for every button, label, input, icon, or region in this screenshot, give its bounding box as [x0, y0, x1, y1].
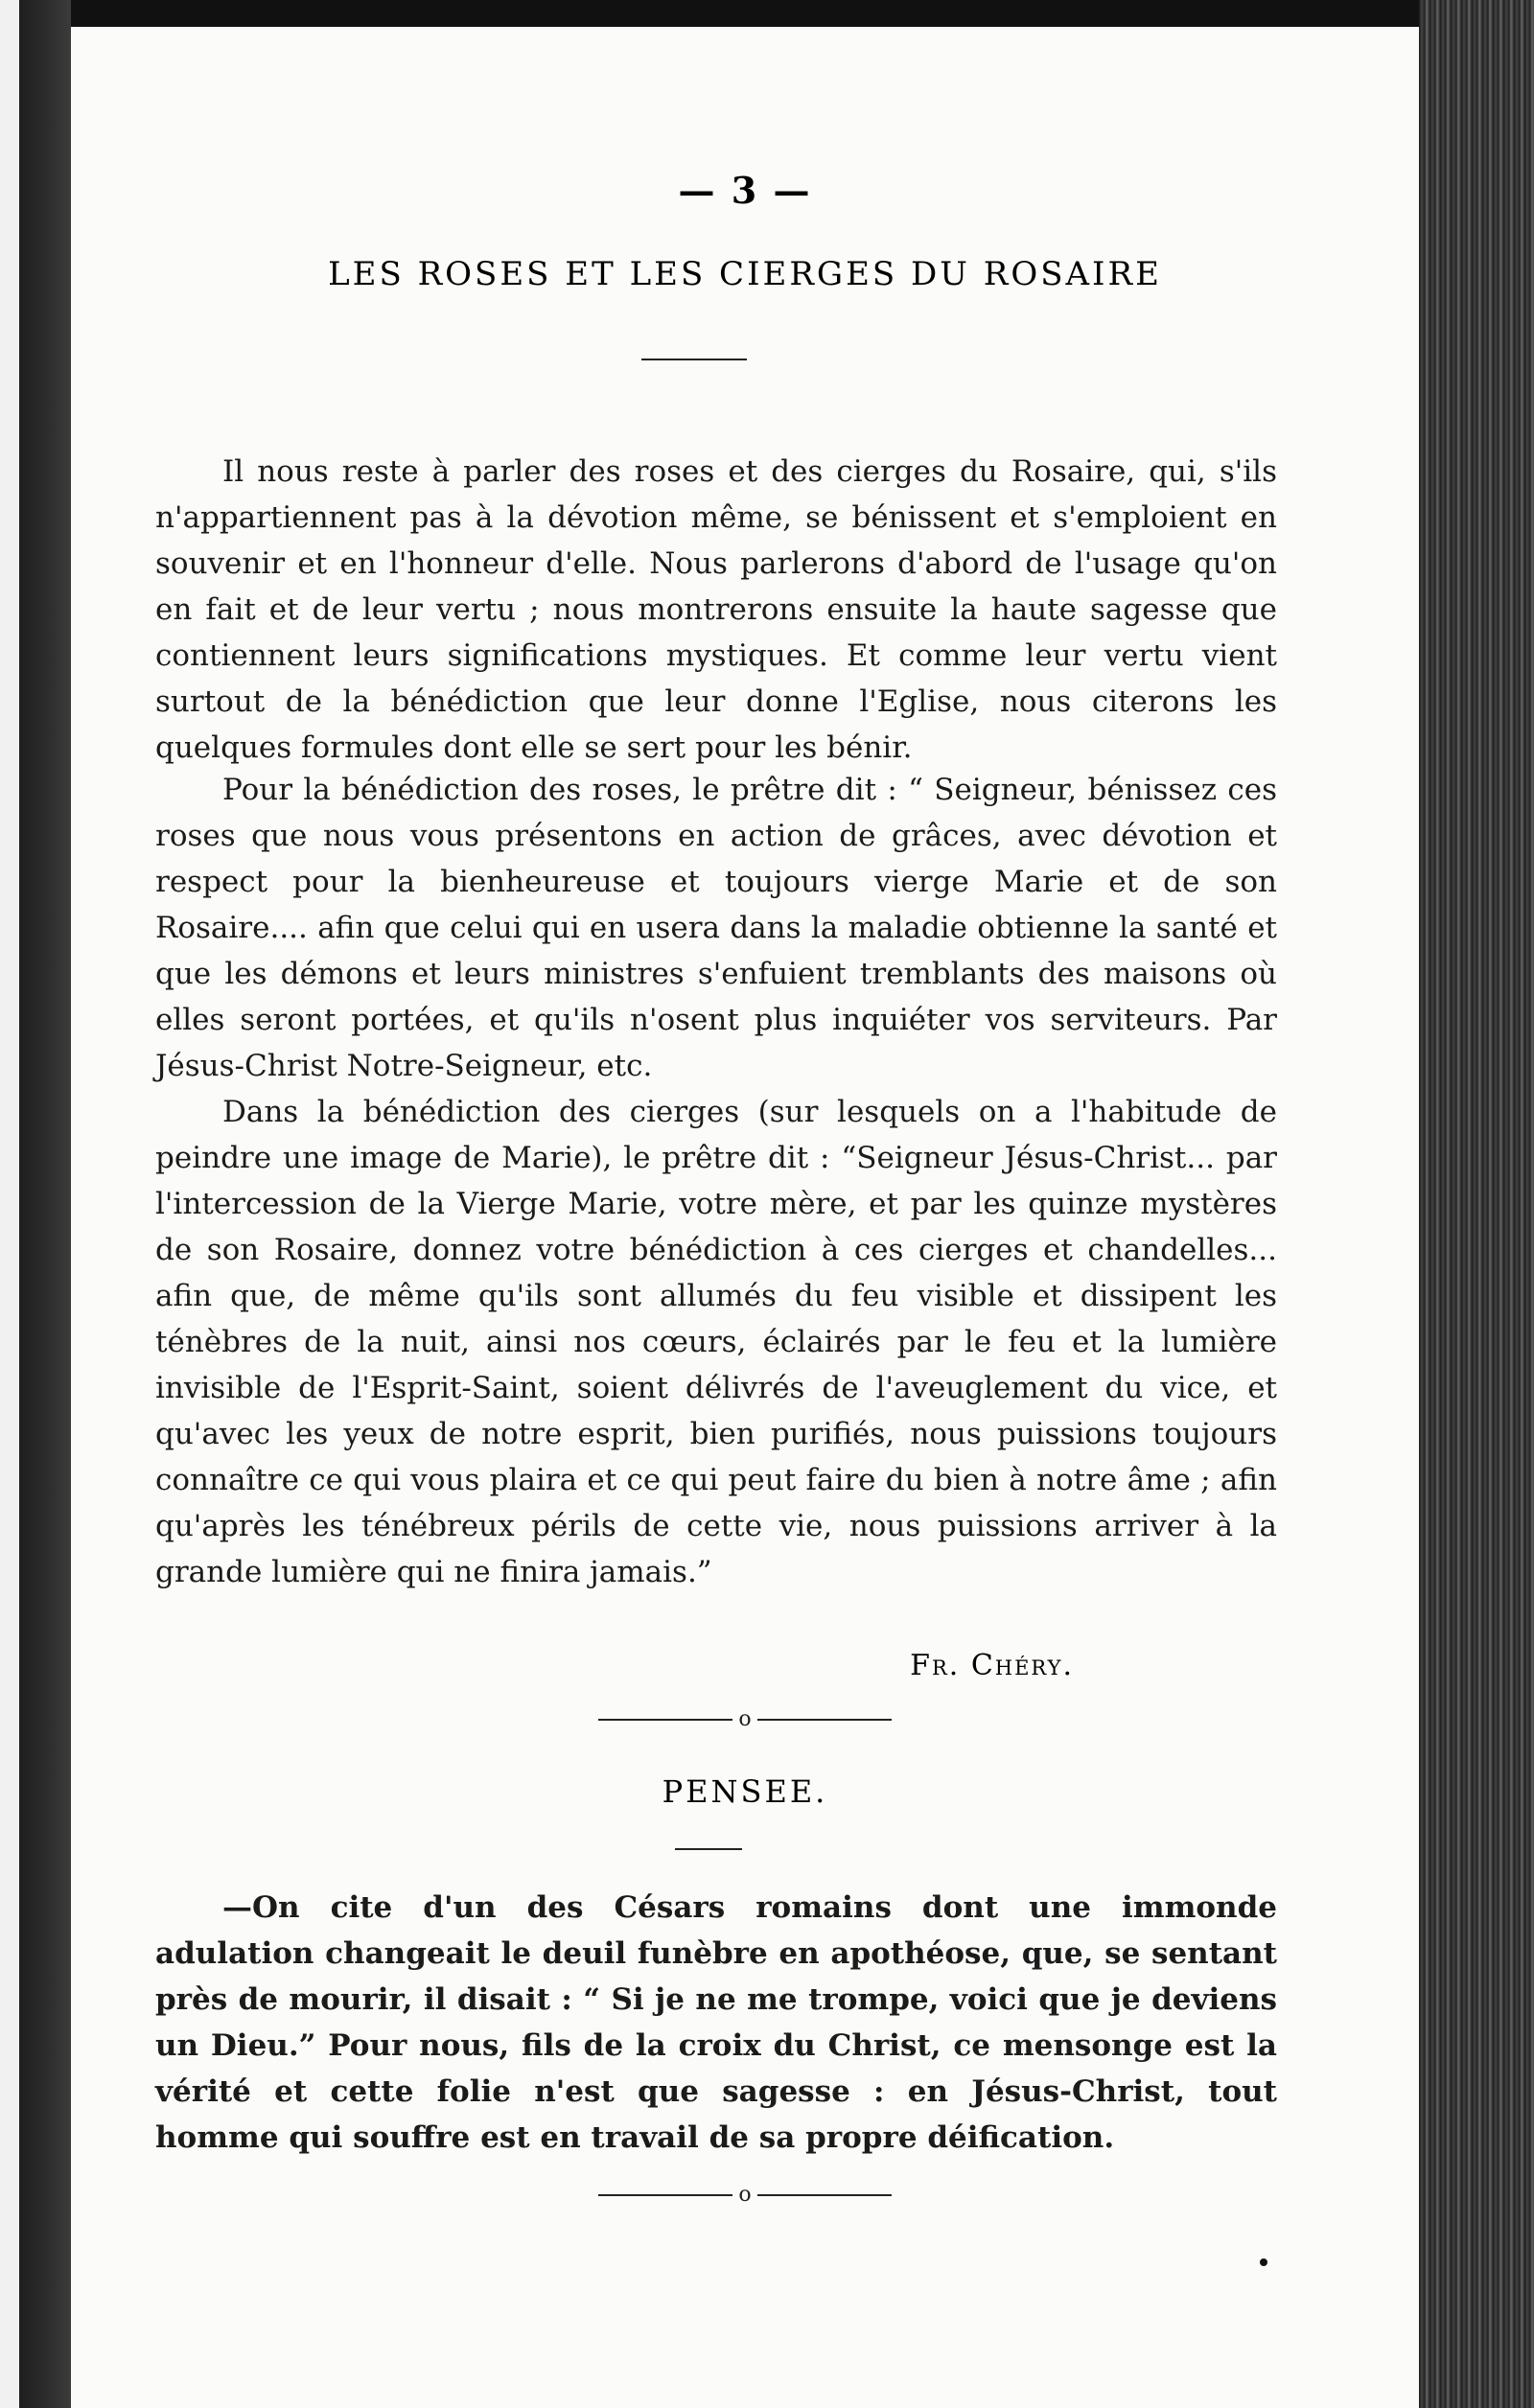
- paragraph-text: Pour la bénédiction des roses, le prêtre dit : “ Seigneur, bénissez ces roses que nous vous présentons en action de grâces, avec dévotion et respect pour la bienheureuse et toujours vierge Marie et de son Rosaire.... afin que celui qui en usera dans la maladie obtienne la santé et que les démons et leurs ministres s'enfuient tremblants des maisons où elles seront portées, et qu'ils n'osent plus inquiéter vos serviteurs. Par Jésus-Christ Notre-Seigneur, etc.: [155, 773, 1277, 1083]
- scan-speck: [1260, 2258, 1267, 2266]
- separator-line: [598, 1719, 732, 1721]
- separator-line: [757, 1719, 892, 1721]
- paragraph-1: [155, 449, 1277, 771]
- scan-edge: [0, 0, 19, 2408]
- paragraph-3: [155, 1089, 1277, 1595]
- scan-border-left: [0, 0, 71, 2408]
- paragraph-text: —On cite d'un des Césars romains dont une immonde adulation changeait le deuil funèbre en apothéose, que, se sentant près de mourir, il disait : “ Si je ne me trompe, voici que je deviens un Dieu.” Pour nous, fils de la croix du Christ, ce mensonge est la vérité et cette folie n'est que sagesse : en Jésus-Christ, tout homme qui souffre est en travail de sa propre déification.: [155, 1890, 1277, 2155]
- pensee-paragraph: [155, 1885, 1277, 2161]
- document-page: [71, 27, 1419, 2408]
- separator-mark: o: [738, 1707, 752, 1731]
- separator-line: [598, 2194, 732, 2196]
- page-number: — 3 —: [678, 169, 812, 212]
- section-separator: [71, 1704, 1419, 1731]
- separator-line: [757, 2194, 892, 2196]
- paragraph-2: [155, 767, 1277, 1089]
- author-signature: Fr. Chéry.: [910, 1649, 1074, 1682]
- scan-border-right: [1419, 0, 1534, 2408]
- paragraph-text: Il nous reste à parler des roses et des cierges du Rosaire, qui, s'ils n'appartiennent pas à la dévotion même, se bénissent et s'emploient en souvenir et en l'honneur d'elle. Nous parlerons d'abord de l'usage qu'on en fait et de leur vertu ; nous montrerons ensuite la haute sagesse que contiennent leurs significations mystiques. Et comme leur vertu vient surtout de la bénédiction que leur donne l'Eglise, nous citerons les quelques formules dont elle se sert pour les bénir.: [155, 454, 1277, 765]
- section-title: PENSEE.: [662, 1773, 828, 1810]
- scan-border-top: [0, 0, 1534, 27]
- title-rule: [641, 359, 747, 360]
- paragraph-text: Dans la bénédiction des cierges (sur lesquels on a l'habitude de peindre une image de Marie), le prêtre dit : “Seigneur Jésus-Christ... par l'intercession de la Vierge Marie, votre mère, et par les quinze mystères de son Rosaire, donnez votre bénédiction à ces cierges et chandelles... afin que, de même qu'ils sont allumés du feu visible et dissipent les ténèbres de la nuit, ainsi nos cœurs, éclairés par le feu et la lumière invisible de l'Esprit-Saint, soient délivrés de l'aveuglement du vice, et qu'avec les yeux de notre esprit, bien purifiés, nous puissions toujours connaître ce qui vous plaira et ce qui peut faire du bien à notre âme ; afin qu'après les ténébreux périls de cette vie, nous puissions arriver à la grande lumière qui ne finira jamais.”: [155, 1095, 1277, 1589]
- section-rule: [675, 1848, 742, 1850]
- page-title: LES ROSES ET LES CIERGES DU ROSAIRE: [328, 255, 1162, 293]
- section-separator: [71, 2180, 1419, 2207]
- separator-mark: o: [738, 2183, 752, 2207]
